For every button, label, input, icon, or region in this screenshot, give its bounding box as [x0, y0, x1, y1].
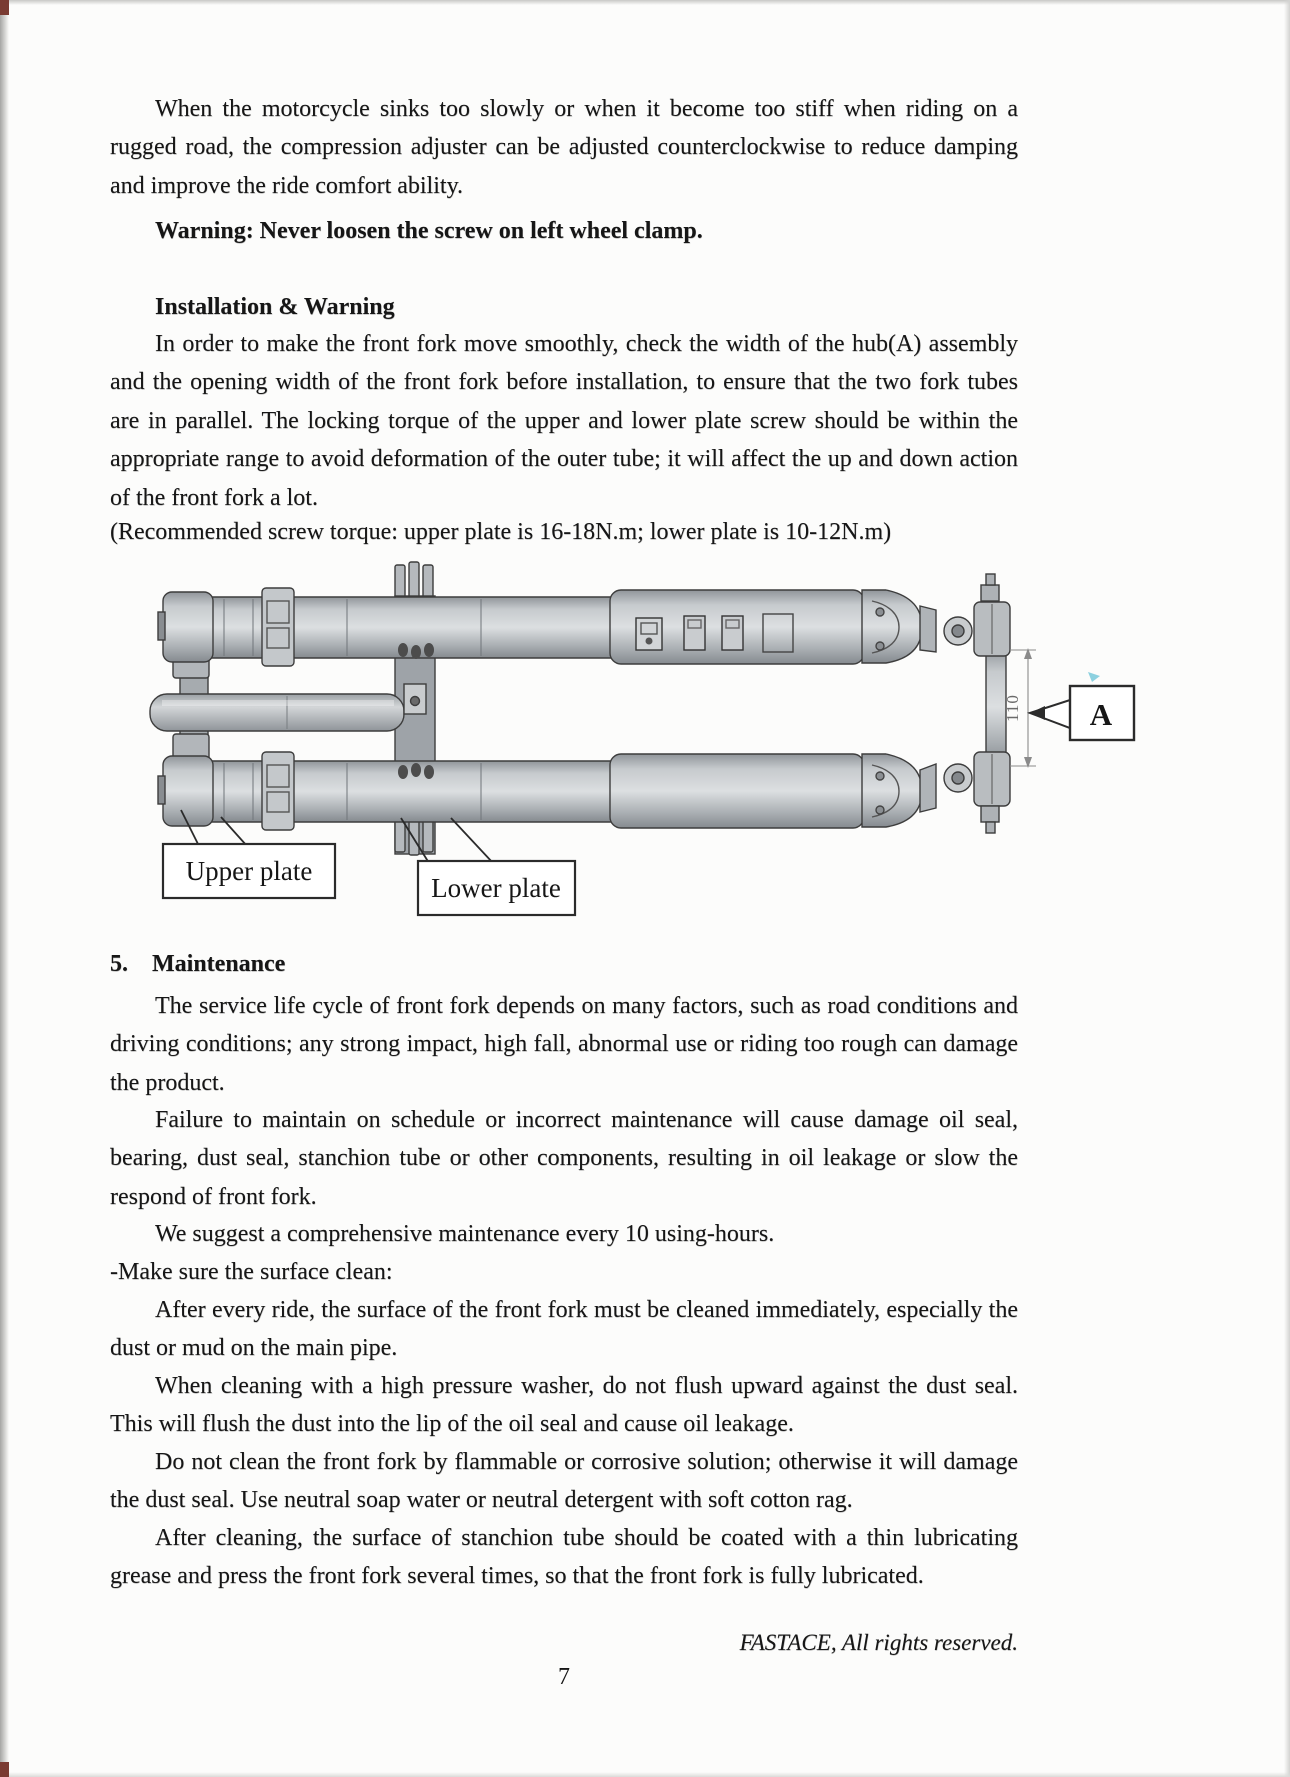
para-after-every-ride: After every ride, the surface of the front fork must be cleaned immediately, especially the dust or mud on the main pipe. — [110, 1297, 1018, 1362]
bottom-fork-tube — [158, 752, 936, 830]
dimension-110 — [1003, 648, 1036, 768]
scan-edge-right — [1284, 0, 1290, 1777]
torque-note: (Recommended screw torque: upper plate is 16-18N.m; lower plate is 10-12N.m) — [110, 519, 892, 545]
corner-mark-bottom-left — [0, 1762, 9, 1777]
scan-edge-top — [0, 0, 1290, 5]
top-fork-tube — [158, 588, 936, 666]
para-service-life: The service life cycle of front fork depends on many factors, such as road conditions and driving conditions; any strong impact, high fall, abnormal use or riding too rough can damage the product. — [110, 993, 1018, 1096]
corner-mark-top-left — [0, 0, 9, 15]
copyright-footer: FASTACE, All rights reserved. — [739, 1630, 1018, 1655]
page-number: 7 — [558, 1664, 570, 1690]
para-surface-clean: -Make sure the surface clean: — [110, 1259, 393, 1285]
lower-plate-label-text: Lower plate — [431, 873, 561, 903]
dimension-value: 110 — [1003, 694, 1022, 722]
lower-plate-label — [418, 861, 575, 915]
scan-edge-left — [0, 0, 9, 1777]
section-title: Maintenance — [152, 951, 286, 977]
axle-clamp-bottom — [944, 752, 1010, 833]
hub-a-label-text: A — [1089, 697, 1113, 732]
para-no-flammable: Do not clean the front fork by flammable or corrosive solution; otherwise it will damage the dust seal. Use neutral soap water or neutral detergent with soft cotton rag. — [110, 1449, 1018, 1514]
para-failure-maintain: Failure to maintain on schedule or incorrect maintenance will cause damage oil seal, bearing, dust seal, stanchion tube or other components, resulting in oil leakage or slow the respond of front fork. — [110, 1107, 1018, 1210]
para-pressure-washer: When cleaning with a high pressure washer, do not flush upward against the dust seal. This will flush the dust into the lip of the oil seal and cause oil leakage. — [110, 1373, 1018, 1438]
axle-clamp-top — [944, 574, 1010, 656]
section-number: 5. — [110, 951, 128, 977]
scan-edge-bottom — [0, 1772, 1290, 1777]
warning-line: Warning: Never loosen the screw on left wheel clamp. — [155, 218, 703, 244]
hub-a-callout — [1030, 686, 1134, 740]
upper-plate-label-text: Upper plate — [185, 856, 313, 886]
cyan-speck — [1088, 672, 1100, 682]
para-suggest-maintenance: We suggest a comprehensive maintenance every 10 using-hours. — [155, 1221, 775, 1247]
fork-drawing — [150, 562, 1134, 915]
front-fork-diagram — [130, 552, 1142, 930]
upper-plate-label — [163, 844, 335, 898]
para-lubricating-grease: After cleaning, the surface of stanchion tube should be coated with a thin lubricating grease and press the front fork several times, so that the front fork is fully lubricated. — [110, 1525, 1018, 1590]
heading-maintenance — [110, 945, 1018, 983]
heading-installation-warning: Installation & Warning — [155, 294, 395, 320]
para-compression-adjuster: When the motorcycle sinks too slowly or when it become too stiff when riding on a rugged road, the compression adjuster can be adjusted counterclockwise to reduce damping and improve the ride comfort ability. — [110, 96, 1018, 199]
para-installation: In order to make the front fork move smoothly, check the width of the hub(A) assembly and the opening width of the front fork before installation, to ensure that the two fork tubes are in parallel. The locking torque of the upper and lower plate screw should be within the appropriate range to avoid deformation of the outer tube; it will affect the up and down action of the front fork a lot. — [110, 331, 1018, 511]
